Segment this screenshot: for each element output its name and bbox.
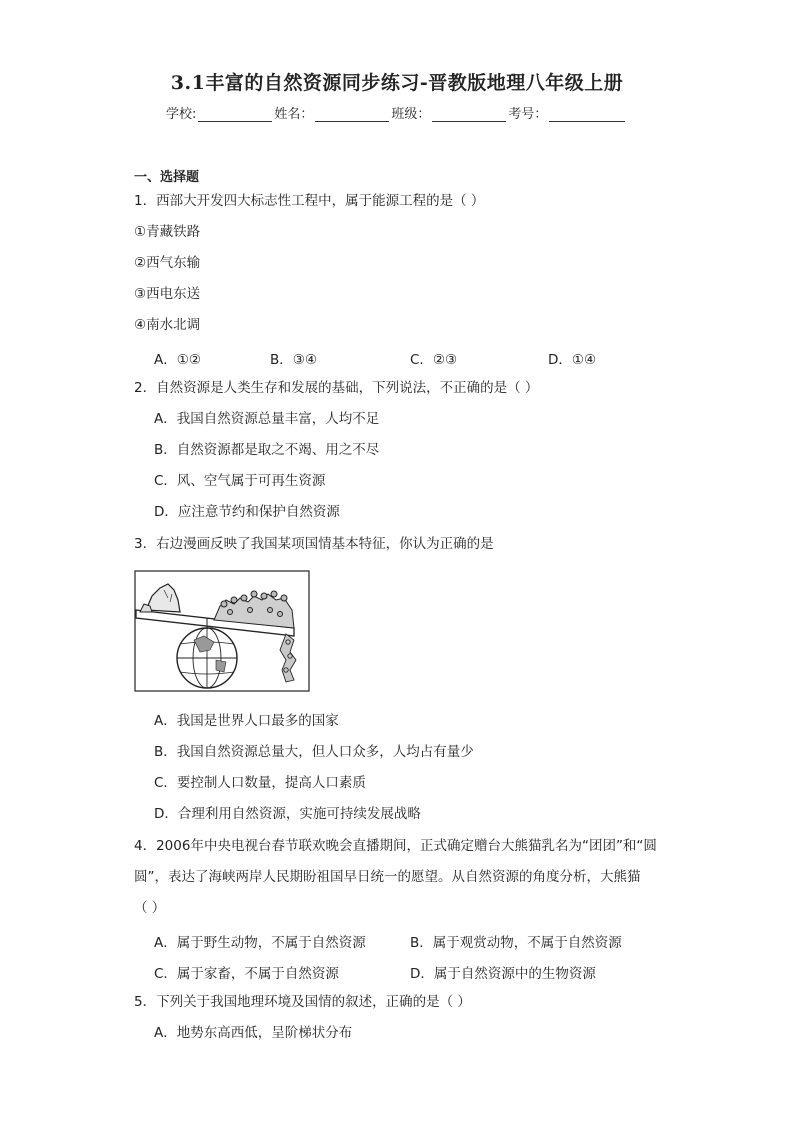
question-1-item: ②西气东输	[134, 255, 201, 271]
question-5-stem: 5．下列关于我国地理环境及国情的叙述，正确的是（ ）	[134, 994, 471, 1010]
question-3-option-b[interactable]: B．我国自然资源总量大，但人口众多，人均占有量少	[154, 744, 474, 760]
question-1-item: ③西电东送	[134, 286, 201, 302]
question-1-item: ④南水北调	[134, 317, 201, 333]
question-3-stem: 3．右边漫画反映了我国某项国情基本特征，你认为正确的是	[134, 536, 494, 552]
question-1-option-b[interactable]: B．③④	[270, 352, 317, 368]
class-label: 班级：	[391, 107, 431, 122]
question-4-stem-line-3: （ ）	[134, 900, 166, 916]
section-title: 一、选择题	[134, 170, 200, 185]
question-5-option-a[interactable]: A．地势东高西低，呈阶梯状分布	[154, 1025, 353, 1041]
question-1-item: ①青藏铁路	[134, 224, 201, 240]
question-3-option-a[interactable]: A．我国是世界人口最多的国家	[154, 713, 339, 729]
school-label: 学校:	[166, 107, 197, 122]
question-2-stem: 2．自然资源是人类生存和发展的基础，下列说法，不正确的是（ ）	[134, 380, 539, 396]
page-title: 3.1丰富的自然资源同步练习-晋教版地理八年级上册	[170, 72, 624, 94]
question-4-stem-line-2: 圆”，表达了海峡两岸人民期盼祖国早日统一的愿望。从自然资源的角度分析，大熊猫	[134, 869, 641, 885]
question-2-option-a[interactable]: A．我国自然资源总量丰富，人均不足	[154, 411, 380, 427]
school-blank[interactable]	[198, 107, 272, 122]
question-3-option-d[interactable]: D．合理利用自然资源，实施可持续发展战略	[154, 806, 421, 822]
question-4-option-a[interactable]: A．属于野生动物，不属于自然资源	[154, 935, 366, 951]
question-3-option-c[interactable]: C．要控制人口数量，提高人口素质	[154, 775, 366, 791]
question-4-option-c[interactable]: C．属于家畜，不属于自然资源	[154, 966, 339, 982]
question-4-option-d[interactable]: D．属于自然资源中的生物资源	[410, 966, 596, 982]
question-2-option-b[interactable]: B．自然资源都是取之不竭、用之不尽	[154, 442, 380, 458]
class-blank[interactable]	[432, 107, 506, 122]
cartoon-image	[134, 570, 310, 692]
question-4-option-b[interactable]: B．属于观赏动物，不属于自然资源	[410, 935, 622, 951]
exam-no-blank[interactable]	[549, 107, 625, 122]
question-1-stem: 1．西部大开发四大标志性工程中，属于能源工程的是（ ）	[134, 193, 485, 209]
exam-no-label: 考号：	[508, 107, 548, 122]
question-1-option-d[interactable]: D．①④	[548, 352, 597, 368]
name-blank[interactable]	[315, 107, 389, 122]
question-1-option-a[interactable]: A．①②	[154, 352, 201, 368]
question-2-option-c[interactable]: C．风、空气属于可再生资源	[154, 473, 326, 489]
question-2-option-d[interactable]: D．应注意节约和保护自然资源	[154, 504, 340, 520]
student-info-row	[166, 103, 627, 122]
question-4-stem-line-1: 4．2006年中央电视台春节联欢晚会直播期间，正式确定赠台大熊猫乳名为“团团”和“圆	[134, 838, 657, 854]
name-label: 姓名：	[274, 107, 314, 122]
question-1-option-c[interactable]: C．②③	[410, 352, 458, 368]
